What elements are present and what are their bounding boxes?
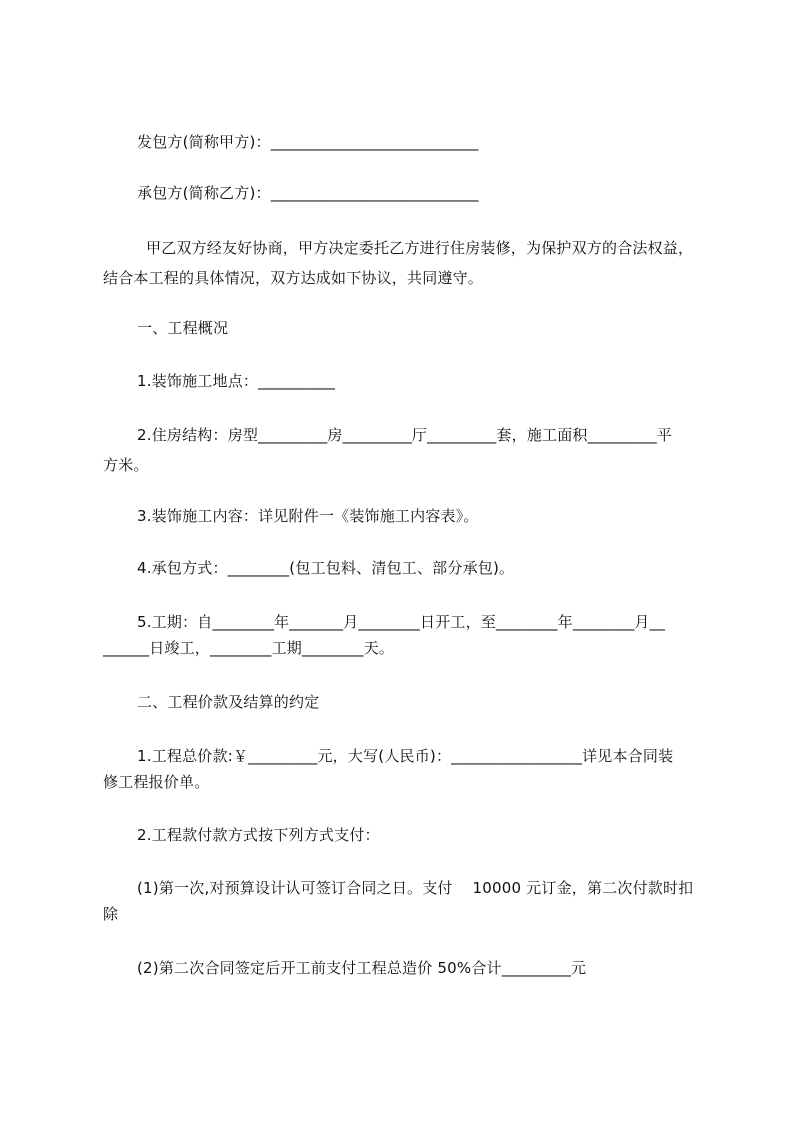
schedule-line-1: 5.工期：自________年_______月________日开工，至________年________月__: [137, 613, 666, 631]
construction-content-item: 3.装饰施工内容：详见附件一《装饰施工内容表》。: [137, 507, 479, 525]
party-b-line: 承包方(简称乙方)：___________________________: [137, 184, 479, 202]
schedule-line-2: ______日竣工，________工期________天。: [103, 639, 395, 657]
site-location-item: 1.装饰施工地点：__________: [137, 372, 336, 390]
intro-line-1: 甲乙双方经友好协商，甲方决定委托乙方进行住房装修，为保护双方的合法权益，: [146, 239, 694, 257]
contract-method-item: 4.承包方式：________(包工包料、清包工、部分承包)。: [137, 559, 515, 577]
housing-structure-line-1: 2.住房结构：房型_________房_________厅_________套，施工面积_________平: [137, 426, 673, 444]
payment-second-line: (2)第二次合同签定后开工前支付工程总造价 50%合计_________元: [137, 959, 587, 977]
total-price-line-2: 修工程报价单。: [103, 773, 210, 791]
intro-line-2: 结合本工程的具体情况，双方达成如下协议，共同遵守。: [103, 269, 484, 287]
party-a-line: 发包方(简称甲方)：___________________________: [137, 133, 479, 151]
payment-method-item: 2.工程款付款方式按下列方式支付：: [137, 826, 380, 844]
payment-first-line-2: 除: [103, 905, 119, 923]
total-price-line-1: 1.工程总价款:￥_________元，大写(人民币)：_________________详见本合同装: [137, 747, 674, 765]
section-1-title: 一、工程概况: [137, 319, 229, 337]
payment-first-line-1: (1)第一次,对预算设计认可签订合同之日。支付 10000 元订金，第二次付款时扣: [137, 879, 694, 897]
section-2-title: 二、工程价款及结算的约定: [137, 693, 320, 711]
housing-structure-line-2: 方米。: [103, 456, 149, 474]
